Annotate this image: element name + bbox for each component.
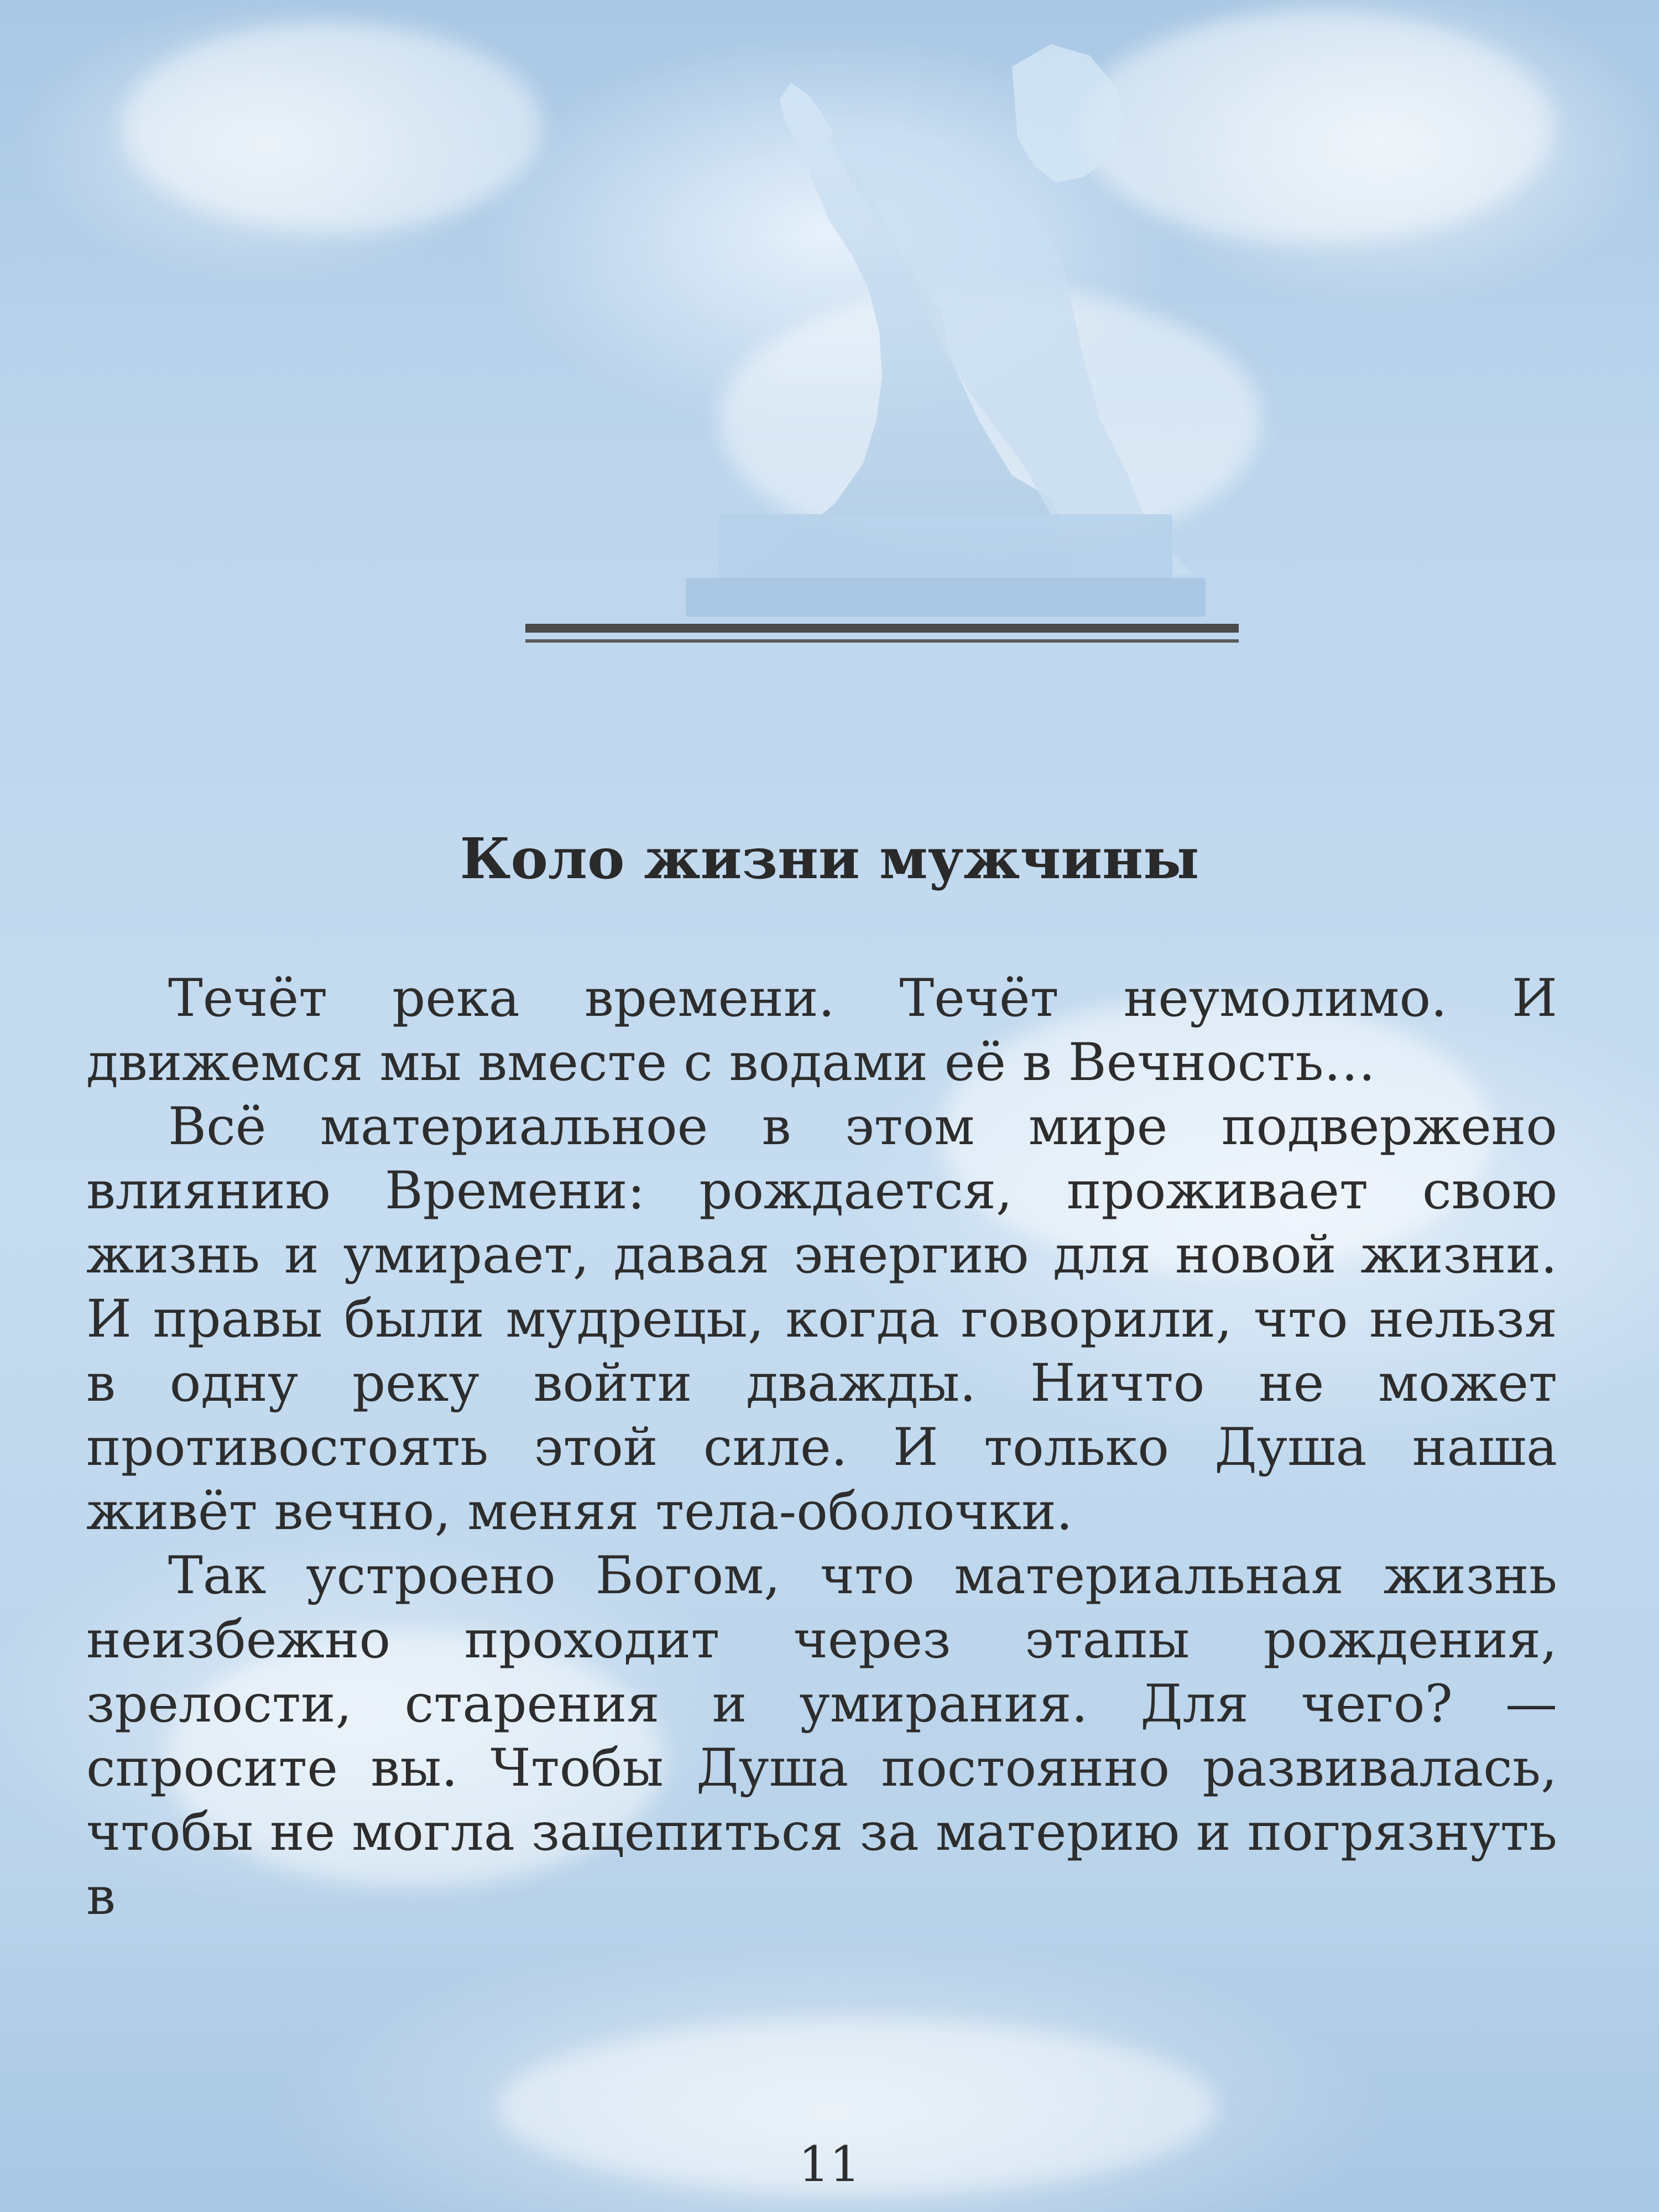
page-number: 11 xyxy=(799,2136,860,2193)
monument-illustration xyxy=(653,0,1272,619)
cloud-shape xyxy=(122,22,542,232)
paragraph-3: Так устроено Богом, что материальная жизнь неизбежно проходит через этапы рождения, зрелости, старения и умирания. Для чего? — спросите вы. Чтобы Душа постоянно развивалась, чтобы не могла зацепиться за материю и погрязнуть в xyxy=(86,1546,1557,1927)
paragraph-2: Всё материальное в этом мире подвержено влиянию Времени: рождается, проживает свою жизнь и умирает, давая энергию для новой жизни. И правы были мудрецы, когда говорили, что нельзя в одну реку войти дважды. Ничто не может противостоять этой силе. И только Душа наша живёт вечно, меняя тела-оболочки. xyxy=(86,1097,1557,1542)
paragraph-1: Течёт река времени. Течёт неумолимо. И движемся мы вместе с водами её в Вечность… xyxy=(86,968,1557,1093)
body-text xyxy=(86,967,1557,1929)
divider-thick-line xyxy=(525,624,1239,633)
page-title: Коло жизни мужчины xyxy=(460,826,1199,891)
divider-thin-line xyxy=(525,639,1239,643)
title-divider xyxy=(525,624,1239,650)
